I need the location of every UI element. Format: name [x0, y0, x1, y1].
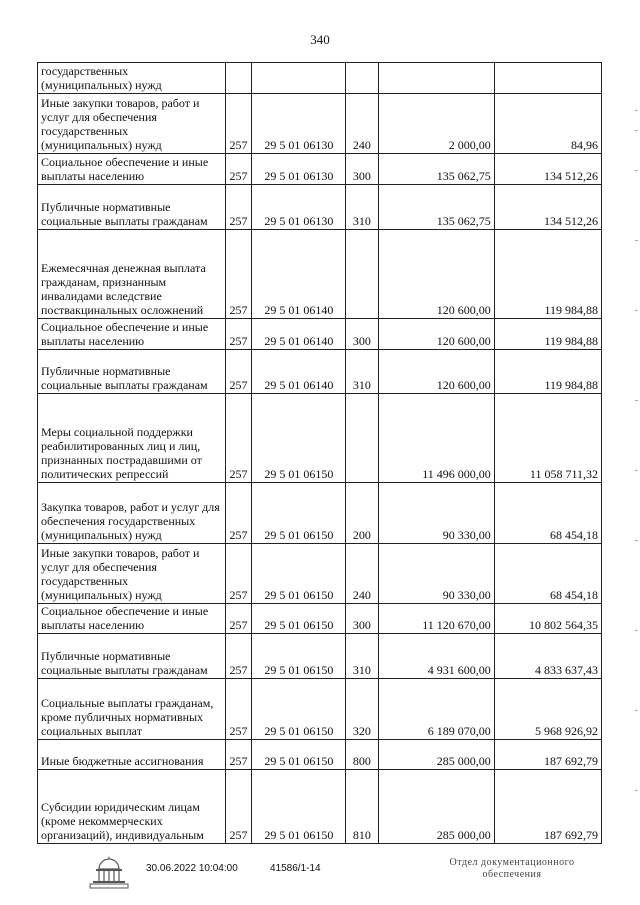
row-code: 257: [225, 604, 252, 634]
row-code: 257: [225, 770, 252, 844]
scan-edge-marks: [632, 110, 638, 810]
row-plan: 11 496 000,00: [378, 394, 494, 483]
table-row: [38, 230, 602, 319]
row-target-article: 29 5 01 06140: [252, 319, 346, 350]
row-plan: 120 600,00: [378, 230, 494, 319]
row-name: Публичные нормативные социальные выплаты гражданам: [38, 350, 226, 394]
row-plan: 135 062,75: [378, 154, 494, 185]
row-target-article: 29 5 01 06150: [252, 604, 346, 634]
row-name: Социальные выплаты гражданам, кроме публичных нормативных социальных выплат: [38, 679, 226, 740]
row-name: государственных (муниципальных) нужд: [38, 63, 226, 94]
row-fact: [494, 63, 601, 94]
row-name: Ежемесячная денежная выплата гражданам, признанным инвалидами вследствие поствакцинальных осложнений: [38, 230, 226, 319]
row-target-article: 29 5 01 06130: [252, 154, 346, 185]
row-name: Меры социальной поддержки реабилитированных лиц и лиц, признанных пострадавшими от политических репрессий: [38, 394, 226, 483]
row-name: Социальное обеспечение и иные выплаты населению: [38, 319, 226, 350]
row-target-article: 29 5 01 06130: [252, 185, 346, 230]
footer-department-stamp: Отдел документационного обеспечения: [449, 857, 575, 880]
row-code: 257: [225, 185, 252, 230]
row-plan: 90 330,00: [378, 544, 494, 604]
row-target-article: 29 5 01 06150: [252, 634, 346, 679]
row-expense-type: [346, 230, 378, 319]
row-code: 257: [225, 483, 252, 544]
row-expense-type: 810: [346, 770, 378, 844]
row-plan: 90 330,00: [378, 483, 494, 544]
row-code: [225, 63, 252, 94]
row-name: Социальное обеспечение и иные выплаты населению: [38, 604, 226, 634]
row-code: 257: [225, 230, 252, 319]
row-fact: 10 802 564,35: [494, 604, 601, 634]
row-code: 257: [225, 544, 252, 604]
row-target-article: 29 5 01 06130: [252, 94, 346, 154]
row-code: 257: [225, 350, 252, 394]
row-fact: 4 833 637,43: [494, 634, 601, 679]
row-name: Социальное обеспечение и иные выплаты населению: [38, 154, 226, 185]
row-target-article: 29 5 01 06140: [252, 350, 346, 394]
row-expense-type: 310: [346, 350, 378, 394]
row-expense-type: 310: [346, 185, 378, 230]
row-fact: 5 968 926,92: [494, 679, 601, 740]
table-row: [38, 634, 602, 679]
row-fact: 134 512,26: [494, 185, 601, 230]
row-target-article: 29 5 01 06150: [252, 544, 346, 604]
row-target-article: [252, 63, 346, 94]
row-code: 257: [225, 319, 252, 350]
row-name: Субсидии юридическим лицам (кроме некоммерческих организаций), индивидуальным: [38, 770, 226, 844]
row-plan: 285 000,00: [378, 740, 494, 770]
row-expense-type: 300: [346, 319, 378, 350]
row-code: 257: [225, 154, 252, 185]
row-name: Иные закупки товаров, работ и услуг для обеспечения государственных (муниципальных) нужд: [38, 544, 226, 604]
row-expense-type: 240: [346, 94, 378, 154]
row-expense-type: 200: [346, 483, 378, 544]
table-row: [38, 740, 602, 770]
row-code: 257: [225, 394, 252, 483]
row-code: 257: [225, 679, 252, 740]
row-name: Иные бюджетные ассигнования: [38, 740, 226, 770]
row-target-article: 29 5 01 06150: [252, 483, 346, 544]
row-code: 257: [225, 740, 252, 770]
table-row: [38, 770, 602, 844]
row-plan: 4 931 600,00: [378, 634, 494, 679]
row-expense-type: 300: [346, 154, 378, 185]
row-fact: 119 984,88: [494, 230, 601, 319]
row-plan: [378, 63, 494, 94]
table-row: [38, 544, 602, 604]
row-target-article: 29 5 01 06150: [252, 394, 346, 483]
row-fact: 119 984,88: [494, 319, 601, 350]
row-expense-type: 240: [346, 544, 378, 604]
row-plan: 135 062,75: [378, 185, 494, 230]
duma-emblem-icon: [88, 856, 130, 890]
row-fact: 134 512,26: [494, 154, 601, 185]
footer-registration-number: 41586/1-14: [270, 863, 321, 874]
table-row: [38, 679, 602, 740]
row-plan: 120 600,00: [378, 350, 494, 394]
row-name: Иные закупки товаров, работ и услуг для обеспечения государственных (муниципальных) нужд: [38, 94, 226, 154]
table-row: [38, 94, 602, 154]
row-plan: 285 000,00: [378, 770, 494, 844]
row-expense-type: 320: [346, 679, 378, 740]
row-expense-type: [346, 394, 378, 483]
row-plan: 11 120 670,00: [378, 604, 494, 634]
row-name: Закупка товаров, работ и услуг для обеспечения государственных (муниципальных) нужд: [38, 483, 226, 544]
row-fact: 187 692,79: [494, 770, 601, 844]
row-fact: 187 692,79: [494, 740, 601, 770]
row-fact: 84,96: [494, 94, 601, 154]
table-row: [38, 63, 602, 94]
row-target-article: 29 5 01 06150: [252, 770, 346, 844]
row-plan: 120 600,00: [378, 319, 494, 350]
row-code: 257: [225, 634, 252, 679]
budget-table: [37, 62, 602, 844]
row-expense-type: 800: [346, 740, 378, 770]
row-name: Публичные нормативные социальные выплаты гражданам: [38, 634, 226, 679]
table-row: [38, 319, 602, 350]
page-number: 340: [310, 32, 330, 47]
row-plan: 6 189 070,00: [378, 679, 494, 740]
row-fact: 68 454,18: [494, 544, 601, 604]
row-fact: 68 454,18: [494, 483, 601, 544]
row-target-article: 29 5 01 06150: [252, 679, 346, 740]
table-row: [38, 154, 602, 185]
table-row: [38, 394, 602, 483]
table-row: [38, 350, 602, 394]
row-fact: 119 984,88: [494, 350, 601, 394]
row-target-article: 29 5 01 06150: [252, 740, 346, 770]
row-expense-type: [346, 63, 378, 94]
row-target-article: 29 5 01 06140: [252, 230, 346, 319]
table-row: [38, 604, 602, 634]
footer-date: 30.06.2022 10:04:00: [146, 863, 238, 874]
row-code: 257: [225, 94, 252, 154]
row-fact: 11 058 711,32: [494, 394, 601, 483]
row-expense-type: 310: [346, 634, 378, 679]
row-name: Публичные нормативные социальные выплаты гражданам: [38, 185, 226, 230]
table-row: [38, 483, 602, 544]
table-row: [38, 185, 602, 230]
row-expense-type: 300: [346, 604, 378, 634]
row-plan: 2 000,00: [378, 94, 494, 154]
